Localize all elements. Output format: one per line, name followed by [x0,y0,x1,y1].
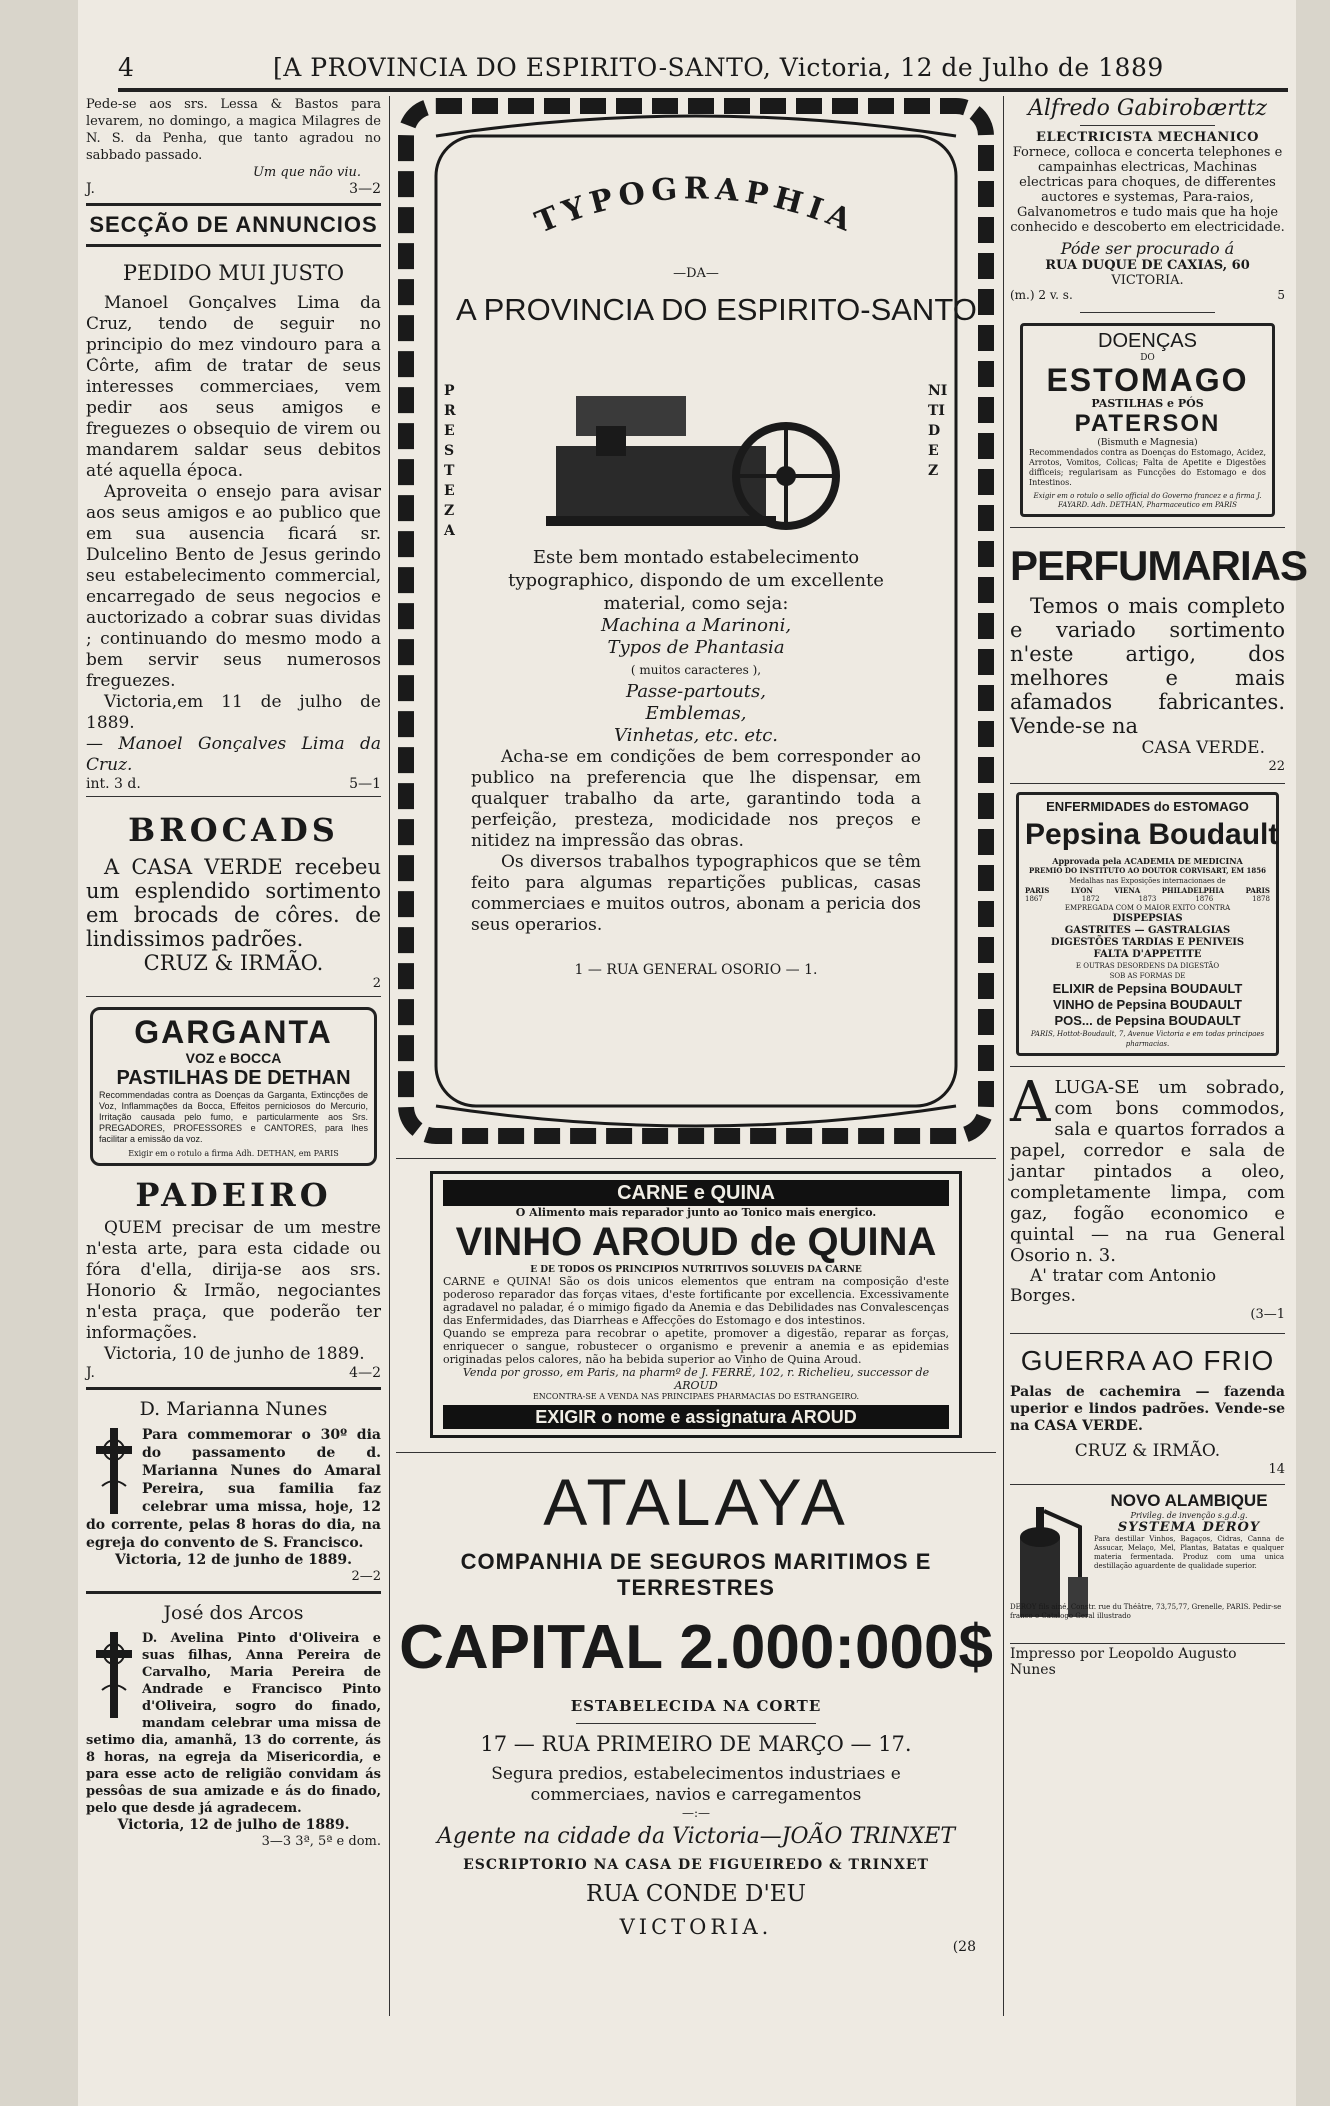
alambique-brand: SYSTEMA DEROY [1117,1520,1261,1535]
jose-date: Victoria, 12 de julho de 1889. [117,1817,350,1833]
vinho-aroud-ad [430,1171,962,1438]
perfumarias-code: 22 [1268,759,1285,774]
alambique-ad [1010,1491,1285,1641]
divider [86,1591,381,1594]
atalaya-office: ESCRIPTORIO NA CASA DE FIGUEIREDO & TRINXET [463,1857,929,1873]
pepsina-cities: PARIS LYON VIENA PHILADELPHIA PARIS [1025,886,1270,895]
divider [1010,1333,1285,1334]
page-header [78,48,1296,88]
brocads-code: 2 [372,976,381,991]
alambique-title: NOVO ALAMBIQUE [1110,1491,1268,1510]
atalaya-street: RUA CONDE D'EU [586,1881,806,1907]
doencas-big: ESTOMAGO [1046,362,1249,398]
perfumarias-sig: CASA VERDE. [1141,738,1265,758]
garganta-sub: VOZ e BOCCA [185,1050,282,1066]
alambique-text-block [1094,1491,1284,1571]
doencas-sub: PASTILHAS e PÓS [1091,397,1204,410]
vinho-sub: O Alimento mais reparador junto ao Tonico mais energico. [515,1206,877,1219]
item: Vinhetas, etc. etc. [613,725,779,746]
frio-title: GUERRA AO FRIO [1020,1345,1275,1376]
divider [1010,527,1285,528]
pepsina-l7: DIGESTÕES TARDIAS E PENIVEIS [1050,937,1245,948]
doencas-do: DO [1140,353,1155,363]
brocads-text: A CASA VERDE recebeu um esplendido sortimento em brocads de côres. de lindissimos padrões. [86,855,381,951]
section-title: SECÇÃO DE ANNUNCIOS [89,212,378,237]
doencas-foot: Exigir em o rotulo o sello official do Governo francez e a firma J. FAYARD. Adh. DETHAN, Pharmaceutico em PARIS [1033,492,1262,509]
garganta-brand: PASTILHAS DE DETHAN [116,1067,351,1089]
atalaya-separator: —:— [681,1806,711,1820]
alfredo-head: ELECTRICISTA MECHANICO [1036,130,1259,145]
atalaya-title: ATALAYA [543,1465,849,1539]
aluga-ad [1010,1070,1285,1323]
alambique-foot: DEROY fils ainé, Constr. rue du Théâtre, 73,75,77, Grenelle, PARIS. Pedir-se franco o Catalogo Geral illustrado [1010,1603,1282,1620]
item: Emblemas, [645,703,747,724]
typographia-name: A PROVINCIA DO ESPIRITO-SANTO [456,292,977,327]
aluga-contact: A' tratar com Antonio Borges. [1010,1266,1217,1306]
pepsina-title: Pepsina Boudault [1025,818,1279,851]
brocads-title: BROCADS [128,811,339,849]
atalaya-capital: CAPITAL 2.000:000$ [399,1613,993,1682]
column-divider-1 [389,96,390,2016]
atalaya-sub: COMPANHIA DE SEGUROS MARITIMOS E TERRESTRES [460,1549,932,1600]
aluga-code: (3—1 [1250,1307,1285,1322]
pepsina-form-2: VINHO de Pepsina BOUDAULT [1052,997,1242,1012]
column-1 [86,96,381,1850]
newspaper-page [78,0,1308,2106]
brocads-signature: CRUZ & IRMÃO. [143,951,324,975]
presteza-label: PRESTEZA [444,383,456,539]
intro-signature: Um que não viu. [252,165,361,180]
pepsina-l1: Approvada pela ACADEMIA DE MEDICINA [1052,856,1243,866]
alambique-text: Para destillar Vinhos, Bagaços, Cidras, Canna de Assucar, Melaço, Mel, Plantas, Batatas e qualquer materia fermentada. Produz com uma unica destillação aguardente de qualidade superior. [1094,1535,1284,1570]
padeiro-code: J. 4—2 [86,1365,381,1381]
padeiro-date: Victoria, 10 de junho de 1889. [104,1344,365,1364]
column-divider-2 [1003,96,1004,2016]
jose-text: D. Avelina Pinto d'Oliveira e suas filhas, Anna Pereira de Carvalho, Maria Pereira de Andrade e Francisco Pinto d'Oliveira, sogro do finado, mandam celebrar uma missa de setimo dia, amanhã, 13 do corrente, ás 8 horas, na egreja da Misericordia, e para esse acto de religião convidam ás pessôas de sua amizade e ás do finado, pelo que desde já agradecem. [86,1631,381,1816]
printing-press-image [536,386,856,536]
atalaya-agent: Agente na cidade da Victoria—JOÃO TRINXET [436,1824,956,1849]
perfumarias-title: PERFUMARIAS [1010,542,1308,589]
item: Machina a Marinoni, [600,615,792,636]
pepsina-l2: PREMIO DO INSTITUTO AO DOUTOR CORVISART, EM 1856 [1028,866,1267,875]
vinho-sale2: ENCONTRA-SE A VENDA NAS PRINCIPAES PHARMACIAS DO ESTRANGEIRO. [532,1392,860,1401]
divider [1080,312,1215,313]
padeiro-title: PADEIRO [135,1176,332,1214]
pepsina-form-3: POS... de Pepsina BOUDAULT [1054,1013,1241,1028]
nitidez-label: NITIDEZ [928,383,948,479]
garganta-ad [90,1007,377,1166]
pepsina-l8: FALTA D'APPETITE [1093,949,1202,960]
marianna-block [86,1426,381,1552]
pepsina-form-1: ELIXIR de Pepsina BOUDAULT [1052,981,1243,996]
cross-icon [92,1630,136,1720]
padeiro-text: QUEM precisar de um mestre n'esta arte, para esta cidade ou fóra d'ella, dirija-se aos srs. Honorio & Irmão, negociantes n'esta praça, que poderão ter informações. [86,1218,381,1343]
divider [396,1452,996,1453]
pepsina-l5: DISPEPSIAS [1112,913,1183,924]
svg-text:TYPOGRAPHIA [530,171,861,240]
header-rule [118,88,1288,92]
typographia-p2: Acha-se em condições de bem corresponder ao publico na preferencia que lhe dispensar, em qualquer trabalho da arte, garantindo toda a perfeição, presteza, modicidade nos preços e nitidez na impressão das obras. [471,747,921,851]
vinho-foot: EXIGIR o nome e assignatura AROUD [443,1405,949,1429]
alfredo-title: Alfredo Gabirobærttz [1027,96,1268,121]
printer-credit: Impresso por Leopoldo Augusto Nunes [1010,1646,1237,1678]
intro-code: J. 3—2 [86,181,381,197]
item: Passe-partouts, [626,681,766,702]
pedido-title: PEDIDO MUI JUSTO [122,261,345,285]
pepsina-l3: Medalhas nas Exposições internacionaes de [1069,877,1226,885]
cross-icon [92,1426,136,1516]
frio-code: 14 [1268,1462,1285,1477]
divider [1010,1643,1285,1644]
divider [1010,1484,1285,1485]
item: Typos de Phantasia [607,637,785,658]
pepsina-arc: ENFERMIDADES do ESTOMAGO [1046,799,1249,814]
pepsina-l9: E OUTRAS DESORDENS DA DIGESTÃO [1075,962,1220,970]
doencas-ad [1020,323,1275,517]
frio-text: Palas de cachemira — fazenda uperior e lindos padrões. Vende-se na CASA VERDE. [1010,1384,1285,1434]
typographia-da: —DA— [673,266,719,281]
item: ( muitos caracteres ), [630,663,762,677]
typographia-p1: Este bem montado estabelecimento typographico, dispondo de um excellente material, como seja: [508,547,884,614]
aluga-dropcap: A [1010,1070,1051,1135]
divider [1010,783,1285,784]
marianna-text: Para commemorar o 30º dia do passamento de d. Marianna Nunes do Amaral Pereira, sua familia faz celebrar uma missa, hoje, 12 do corrente, pelas 8 horas do dia, na egreja do convento de S. Francisco. [86,1427,381,1551]
doencas-brand: PATERSON [1074,410,1221,437]
divider [1080,125,1215,126]
doencas-text: Recommendados contra as Doenças do Estomago, Acidez, Arrotos, Vomitos, Colicas; Falta de Apetite e Digestões difficeis; regularisam as Funcções do Estomago e dos Intestinos. [1029,448,1266,487]
pedido-paragraph-2: Aproveita o ensejo para avisar aos seus amigos e ao publico que em sua ausencia ficará sr. Dulcelino Bento de Jesus gerindo seu estabelecimento commercial, encarregado de seus negocios e auctorizado a cobrar suas dividas ; continuando do mesmo modo a bem servir seus numerosos freguezes. [86,482,381,691]
typographia-address: 1 — RUA GENERAL OSORIO — 1. [574,962,818,978]
typographia-arc [486,166,906,256]
intro-notice: Pede-se aos srs. Lessa & Bastos para levarem, no domingo, a magica Milagres de N. S. da Penha, que tanto agradou no sabbado passado. [86,97,381,163]
section-rule [86,203,381,206]
alambique-sub: Privileg. de invenção s.g.d.g. [1130,1511,1248,1520]
typographia-items [471,615,921,747]
alfredo-city: VICTORIA. [1111,273,1184,288]
pepsina-foot: PARIS, Hottot-Boudault, 7, Avenue Victoria e em todas principaes pharmacias. [1030,1030,1265,1048]
divider [86,1387,381,1390]
doencas-sub2: (Bismuth e Magnesia) [1097,438,1198,448]
divider [1010,1066,1285,1067]
divider [576,1723,816,1724]
vinho-sub2: E DE TODOS OS PRINCIPIOS NUTRITIVOS SOLUVEIS DA CARNE [530,1265,862,1275]
vinho-p2: Quando se empreza para recobrar o apetite, promover a digestão, reparar as forças, enriquecer o sangue, robustecer o organismo e prevenir a anemia e as epidemias originadas pelos calores, não ha bebida superior ao Vinho de Quina Aroud. [443,1327,949,1366]
pedido-signature: — Manoel Gonçalves Lima da Cruz. [86,734,381,775]
atalaya-city: VICTORIA. [619,1915,773,1939]
alfredo-found: Póde ser procurado á [1060,239,1235,258]
garganta-foot: Exigir em o rotulo a firma Adh. DETHAN, em PARIS [128,1149,339,1158]
pepsina-ad [1016,792,1279,1056]
alfredo-street: RUA DUQUE DE CAXIAS, 60 [1045,258,1250,273]
vinho-sale: Venda por grosso, em Paris, na pharmº de J. FERRÉ, 102, r. Richelieu, successor de AROUD [462,1366,930,1392]
jose-block [86,1630,381,1817]
divider [396,1158,996,1159]
vinho-p1: CARNE e QUINA! São os dois unicos elementos que entram na composição d'este poderoso reparador das forças vitaes, d'este fortificante por excellencia. Excessivamente agradavel no paladar, é o mimigo figado da Anemia e das Debilidades nas Convalescenças das Enfermidades, das Diarrheas e Affecções do Estomago e dos intestinos. [443,1275,949,1327]
marianna-title: D. Marianna Nunes [139,1398,328,1420]
typographia-p3: Os diversos trabalhos typographicos que se têm feito para algumas repartições publicas, casas commerciaes e muitos outros, abonam a pericia dos seus operarios. [471,852,921,935]
divider [86,996,381,997]
alfredo-text: Fornece, colloca e concerta telephones e campainhas electricas, Machinas electricas para choques, de differentes auctores e systemas, Para-raios, Galvanometros e tudo mais que ha hoje conhecido e descoberto em electricidade. [1010,145,1285,235]
pepsina-l4: EMPREGADA COM O MAIOR EXITO CONTRA [1064,904,1231,912]
pepsina-l6: GASTRITES — GASTRALGIAS [1064,925,1231,936]
divider [86,796,381,797]
atalaya-text: Segura predios, estabelecimentos industriaes e commerciaes, navios e carregamentos [491,1764,901,1805]
garganta-title: GARGANTA [134,1014,333,1050]
alfredo-code: (m.) 2 v. s. 5 [1010,288,1285,302]
newspaper-title: [A PROVINCIA DO ESPIRITO-SANTO, Victoria, 12 de Julho de 1889 [273,53,1164,82]
typographia-body [471,546,921,978]
garganta-text: Recommendadas contra as Doenças da Garganta, Extincções de Voz, Inflammações da Bocca, Effeitos perniciosos do Mercurio, Irritação causada pelo fumo, e particularmente aos Srs. PREGADORES, PROFESSORES e CANTORES, para lhes facilitar a emissão da voz. [99,1090,368,1144]
perfumarias-text: Temos o mais completo e variado sortimento n'este artigo, dos melhores e mais afamados fabricantes. Vende-se na [1010,594,1285,738]
pepsina-years: 1867 1872 1873 1876 1878 [1025,895,1270,903]
column-2 [396,96,996,1955]
marianna-code: 2—2 [351,1569,381,1584]
jose-title: José dos Arcos [163,1602,304,1624]
vinho-title: VINHO AROUD de QUINA [455,1220,937,1264]
frio-signature: CRUZ & IRMÃO. [1074,1441,1221,1461]
marianna-date: Victoria, 12 de junho de 1889. [115,1552,352,1568]
vinho-top: CARNE e QUINA [443,1180,949,1206]
typographia-title: TYPOGRAPHIA [530,171,862,241]
page-number: 4 [118,53,134,82]
atalaya-address: 17 — RUA PRIMEIRO DE MARÇO — 17. [480,1732,912,1756]
pedido-date: Victoria,em 11 de julho de 1889. [86,692,381,733]
section-rule-2 [86,244,381,247]
aluga-text: LUGA-SE um sobrado, com bons commodos, sala e quartos forrados a papel, corredor e sala de jantar pintados a oleo, completamente limpa, com gaz, fogão economico e quintal — na rua General Osorio n. 3. [1010,1077,1285,1266]
pepsina-l10: SOB AS FORMAS DE [1109,972,1186,980]
arc-text-svg [486,166,906,256]
typographia-ad [396,96,996,1146]
column-3 [1010,96,1308,1678]
doencas-title: DOENÇAS [1098,330,1197,352]
atalaya-code: (28 [952,1939,976,1955]
pedido-paragraph-1: Manoel Gonçalves Lima da Cruz, tendo de seguir no principio do mez vindouro para a Côrte, afim de tratar de seus interesses commerciaes, vem pedir aos seus amigos e freguezes o obsequio de virem ou mandarem saldar seus debitos até aquella época. [86,293,381,481]
atalaya-est: ESTABELECIDA NA CORTE [570,1697,822,1715]
jose-code: 3—3 3ª, 5ª e dom. [261,1834,381,1849]
pedido-code: int. 3 d. 5—1 [86,776,381,792]
